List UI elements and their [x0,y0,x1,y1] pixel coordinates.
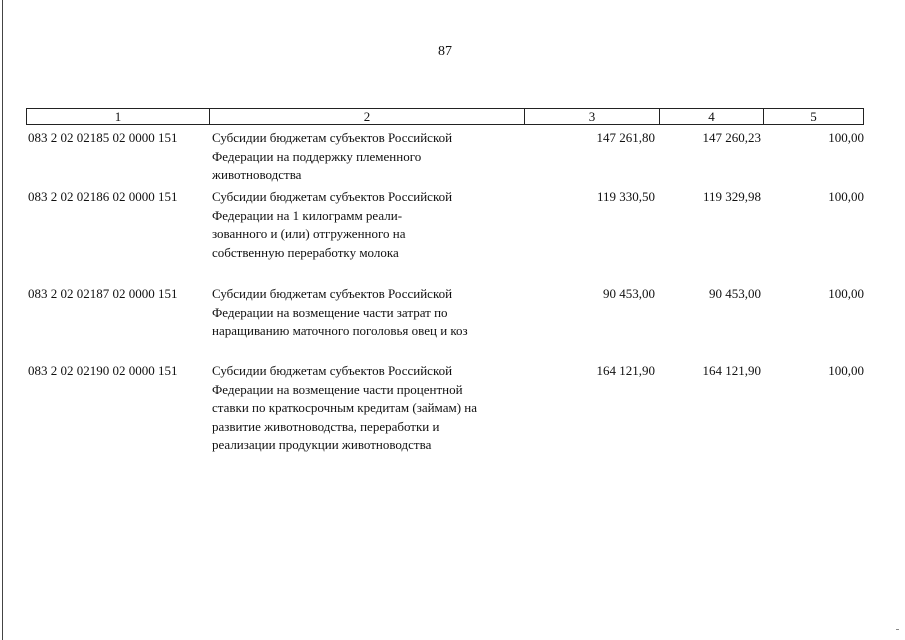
page-number: 87 [438,44,452,59]
row-col3-value: 147 261,80 [596,130,655,145]
row-col5-value: 100,00 [828,189,864,204]
row-col4-value: 147 260,23 [702,130,761,145]
description-line: животноводства [212,167,302,182]
row-code: 083 2 02 02187 02 0000 151 [28,286,178,301]
row-col4-value: 90 453,00 [709,286,761,301]
row-col5-value: 100,00 [828,130,864,145]
description-line: наращиванию маточного поголовья овец и коз [212,323,468,338]
table-header-cell-1: 1 [27,109,210,124]
description-line: Федерации на поддержку племенного [212,148,422,164]
row-col5-value: 100,00 [828,286,864,301]
row-description [212,129,532,185]
description-line: собственную переработку молока [212,244,399,260]
row-description [212,188,532,262]
description-line: зованного и (или) отгруженного на [212,226,406,241]
table-header-row [26,108,864,125]
row-col3-value: 90 453,00 [603,286,655,301]
table-header-cell-2: 2 [210,109,525,124]
table-header-cell-3: 3 [525,109,660,124]
row-code: 083 2 02 02185 02 0000 151 [28,130,178,145]
row-code: 083 2 02 02190 02 0000 151 [28,363,178,378]
description-line: развитие животноводства, переработки и [212,418,440,434]
description-line: Федерации на возмещение части затрат по [212,304,448,320]
row-col3-value: 119 330,50 [596,189,655,204]
description-line: Субсидии бюджетам субъектов Российской [212,130,453,145]
table-header-cell-5: 5 [810,109,817,124]
scan-speck [896,629,899,630]
description-line: Субсидии бюджетам субъектов Российской [212,363,453,378]
description-line: Федерации на 1 килограмм реали- [212,207,403,223]
row-description [212,362,532,455]
description-line: ставки по краткосрочным кредитам (займам) на [212,400,478,415]
scan-edge-line [2,0,3,640]
description-line: реализации продукции животноводства [212,437,432,452]
row-code: 083 2 02 02186 02 0000 151 [28,189,178,204]
row-col3-value: 164 121,90 [596,363,655,378]
table-header-cell-4: 4 [660,109,764,124]
description-line: Субсидии бюджетам субъектов Российской [212,189,453,204]
row-col4-value: 164 121,90 [702,363,761,378]
row-description [212,285,532,341]
row-col4-value: 119 329,98 [702,189,761,204]
description-line: Субсидии бюджетам субъектов Российской [212,286,453,301]
description-line: Федерации на возмещение части процентной [212,381,463,397]
row-col5-value: 100,00 [828,363,864,378]
